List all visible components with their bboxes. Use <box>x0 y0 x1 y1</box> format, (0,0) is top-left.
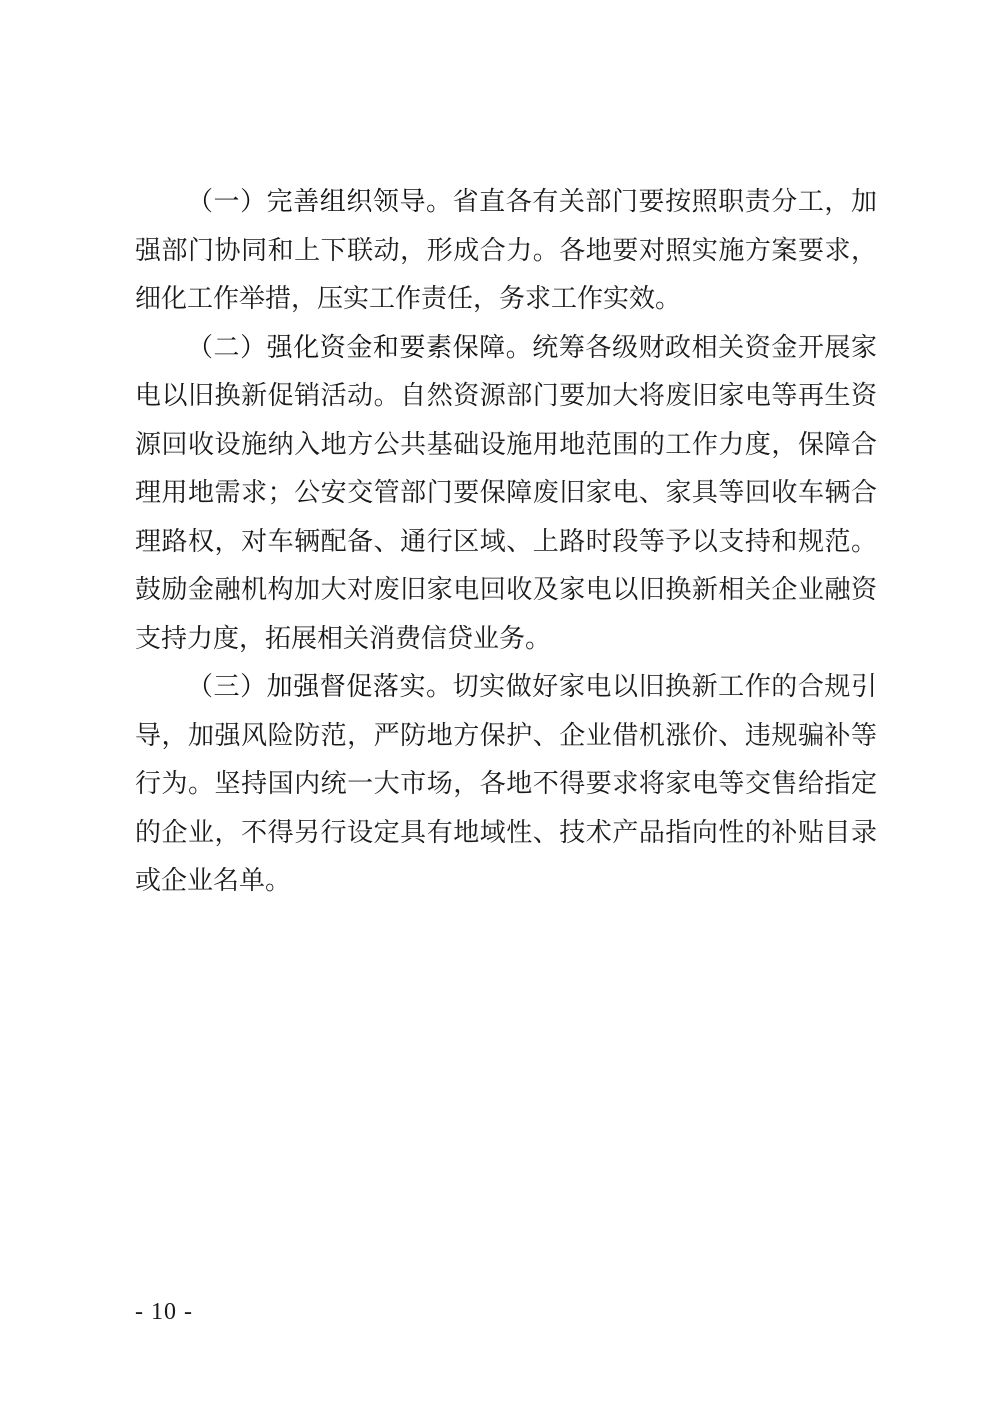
section-2-text: 统筹各级财政相关资金开展家电以旧换新促销活动。自然资源部门要加大将废旧家电等再生资源回收设施纳入地方公共基础设施用地范围的工作力度，保障合理用地需求；公安交管部门要保障废旧家电、家具等回收车辆合理路权，对车辆配备、通行区域、上路时段等予以支持和规范。鼓励金融机构加大对废旧家电回收及家电以旧换新相关企业融资支持力度，拓展相关消费信贷业务。 <box>135 332 877 654</box>
section-3-text: 切实做好家电以旧换新工作的合规引导，加强风险防范，严防地方保护、企业借机涨价、违规骗补等行为。坚持国内统一大市场，各地不得要求将家电等交售给指定的企业，不得另行设定具有地域性、技术产品指向性的补贴目录或企业名单。 <box>135 672 877 896</box>
document-body <box>135 178 877 906</box>
section-1-heading: （一）完善组织领导。 <box>187 187 453 217</box>
page-number: - 10 - <box>135 1299 193 1325</box>
section-1 <box>135 178 877 324</box>
section-3-heading: （三）加强督促落实。 <box>187 672 453 702</box>
section-3 <box>135 663 877 906</box>
section-2-heading: （二）强化资金和要素保障。 <box>187 332 533 363</box>
section-2 <box>135 324 877 664</box>
section-1-text: 省直各有关部门要按照职责分工，加强部门协同和上下联动，形成合力。各地要对照实施方案要求，细化工作举措，压实工作责任，务求工作实效。 <box>135 187 877 314</box>
